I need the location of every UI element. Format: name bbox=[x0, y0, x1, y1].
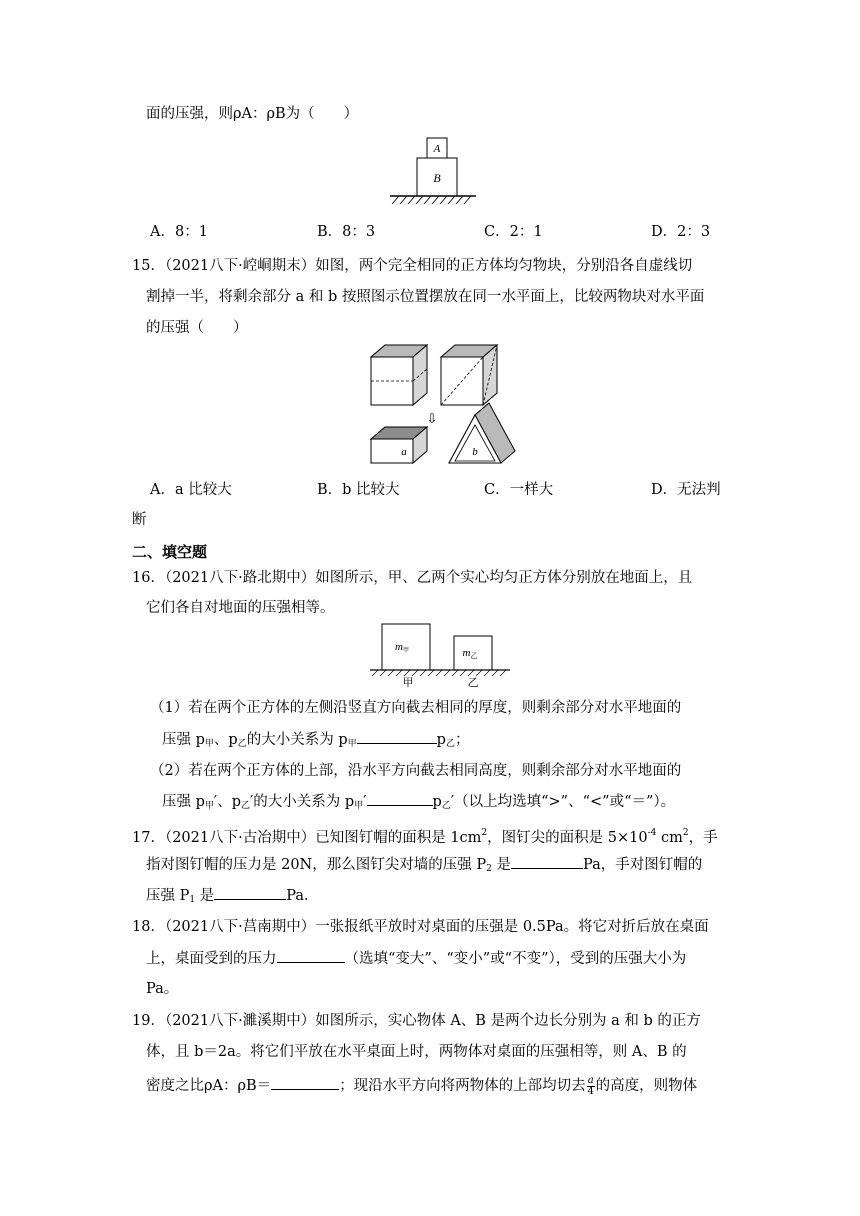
q19-fraction bbox=[587, 1076, 595, 1097]
q18-line1 bbox=[132, 917, 709, 937]
q15-option-a[interactable]: A．a 比较大 bbox=[150, 482, 232, 498]
q16-label-ground-yi: 乙 bbox=[467, 676, 479, 689]
q14-option-a[interactable]: A．8：1 bbox=[150, 224, 208, 240]
q18-line2 bbox=[146, 948, 686, 969]
q15-number: 15． bbox=[132, 258, 165, 274]
q16-source: （2021八下·路北期中） bbox=[164, 570, 316, 586]
q17-sub-p2: 2 bbox=[486, 864, 492, 874]
q16-part2-sub2: 乙 bbox=[241, 801, 251, 811]
q17-text-d: ，手 bbox=[688, 830, 718, 846]
q16-part2-line1: （2）若在两个正方体的上部，沿水平方向截去相同高度，则剩余部分对水平地面的 bbox=[150, 763, 682, 779]
q19-text-line3-a: 密度之比ρA：ρB＝ bbox=[146, 1078, 272, 1094]
q17-source: （2021八下·古冶期中） bbox=[164, 830, 316, 846]
q18-text1: 一张报纸平放时对桌面的压强是 0.5Pa。将它对折后放在桌面 bbox=[315, 919, 709, 935]
q18-number: 18． bbox=[132, 919, 165, 935]
q14-label-b: B bbox=[433, 171, 441, 185]
q15-figure bbox=[367, 345, 527, 469]
q18-source: （2021八下·莒南期中） bbox=[164, 919, 316, 935]
q14-text: 面的压强，则ρA：ρB为（ ） bbox=[146, 106, 359, 122]
q17-sub-p1: 1 bbox=[189, 895, 196, 905]
q14-figure bbox=[390, 138, 476, 210]
q15-source: （2021八下·崆峒期末） bbox=[164, 258, 316, 274]
q17-line3 bbox=[146, 885, 318, 910]
q17-text-line2-b: 是 bbox=[491, 857, 511, 873]
q19-line3 bbox=[146, 1075, 697, 1097]
q16-part1-answer-blank[interactable] bbox=[357, 729, 437, 744]
q19-fraction-numerator: a bbox=[587, 1074, 594, 1086]
q16-part2-text-c: ′的大小关系为 p bbox=[250, 794, 355, 810]
q16-label-m-yi-sub: 乙 bbox=[470, 652, 478, 660]
q16-figure bbox=[370, 622, 510, 689]
q17-text-line3-b: 是 bbox=[195, 888, 215, 904]
q16-part1-sub2: 乙 bbox=[237, 739, 247, 749]
q15-line2: 割掉一半，将剩余部分 a 和 b 按照图示位置摆放在同一水平面上，比较两物块对水平面 bbox=[146, 289, 705, 305]
q16-part2-text-b: ′、p bbox=[213, 794, 241, 810]
q16-part2-answer-blank[interactable] bbox=[367, 791, 433, 806]
q16-part1-line1: （1）若在两个正方体的左侧沿竖直方向截去相同的厚度，则剩余部分对水平地面的 bbox=[150, 700, 682, 716]
section-title-fill-in: 二、填空题 bbox=[132, 543, 208, 561]
q19-source: （2021八下·濉溪期中） bbox=[164, 1013, 316, 1029]
q18-answer-blank-1[interactable] bbox=[277, 948, 345, 963]
q16-line2: 它们各自对地面的压强相等。 bbox=[146, 600, 335, 616]
q19-text-line3-c: 的高度，则物体 bbox=[595, 1078, 698, 1094]
q17-text-line3-c: Pa． bbox=[286, 888, 319, 904]
q17-text-c: cm bbox=[656, 830, 683, 846]
q15-line3: 的压强（ ） bbox=[146, 320, 248, 336]
q15-option-c[interactable]: C．一样大 bbox=[484, 482, 554, 498]
q14-label-a: A bbox=[433, 143, 441, 155]
q17-text-line2-c: Pa，手对图钉帽的 bbox=[582, 857, 703, 873]
q16-label-m-jia-sub: 甲 bbox=[402, 648, 409, 654]
q17-line2 bbox=[146, 854, 702, 879]
q17-number: 17． bbox=[132, 830, 165, 846]
q16-part2-line2 bbox=[162, 791, 675, 816]
q16-part2-sub3: 甲 bbox=[354, 801, 364, 811]
q16-part2-sub1: 甲 bbox=[204, 801, 214, 811]
q16-number: 16． bbox=[132, 570, 165, 586]
q17-answer-blank-1[interactable] bbox=[511, 854, 583, 869]
q17-answer-blank-2[interactable] bbox=[214, 885, 286, 900]
q16-part1-text-a: 压强 p bbox=[162, 732, 205, 748]
q15-line1 bbox=[132, 256, 692, 276]
q17-sup3: 2 bbox=[682, 828, 689, 838]
q18-text-line2-a: 上，桌面受到的压力 bbox=[146, 951, 277, 967]
q17-sup2: -4 bbox=[647, 828, 657, 838]
q15-label-a: a bbox=[401, 446, 407, 458]
q17-text-a: 已知图钉帽的面积是 1cm bbox=[315, 830, 482, 846]
q17-text-line2-a: 指对图钉帽的压力是 20N，那么图钉尖对墙的压强 P bbox=[146, 857, 487, 873]
q15-option-b[interactable]: B．b 比较大 bbox=[317, 482, 400, 498]
q16-label-ground-jia: 甲 bbox=[402, 676, 414, 689]
q16-part1-line2 bbox=[162, 729, 469, 754]
q16-part2-text-f: ′（以上均选填“>”、“<”或“＝”）。 bbox=[450, 794, 676, 810]
q16-part2-text-a: 压强 p bbox=[162, 794, 205, 810]
q18-text-line2-b: （选填“变大”、“变小”或“不变”），受到的压强大小为 bbox=[344, 951, 687, 967]
q15-option-d[interactable]: D．无法判 bbox=[651, 482, 721, 498]
q17-sup1: 2 bbox=[481, 828, 488, 838]
q16-label-m-yi: m bbox=[462, 647, 471, 659]
q19-number: 19． bbox=[132, 1013, 165, 1029]
q19-line2: 体，且 b＝2a。将它们平放在水平桌面上时，两物体对桌面的压强相等，则 A、B 的 bbox=[146, 1044, 687, 1060]
q16-part2-text-d: ′ bbox=[363, 794, 367, 810]
q14-option-c[interactable]: C．2：1 bbox=[484, 224, 543, 240]
q16-part1-text-d: p bbox=[436, 732, 446, 748]
q19-text-line3-b: ；现沿水平方向将两物体的上部均切去 bbox=[339, 1078, 586, 1094]
q15-option-d-wrap: 断 bbox=[132, 512, 147, 528]
q16-line1 bbox=[132, 568, 692, 588]
q19-text1: 如图所示，实心物体 A、B 是两个边长分别为 a 和 b 的正方 bbox=[315, 1013, 701, 1029]
q15-text1: 如图，两个完全相同的正方体均匀物块，分别沿各自虚线切 bbox=[315, 258, 693, 274]
q19-fraction-denominator: 4 bbox=[587, 1085, 594, 1097]
q16-part2-sub4: 乙 bbox=[441, 801, 451, 811]
q16-label-m-jia: m bbox=[395, 641, 403, 653]
q17-text-b: ，图钉尖的面积是 5×10 bbox=[487, 830, 648, 846]
q14-option-d[interactable]: D．2：3 bbox=[651, 224, 711, 240]
q16-part1-text-e: ； bbox=[454, 732, 470, 748]
q16-text1: 如图所示，甲、乙两个实心均匀正方体分别放在地面上，且 bbox=[315, 570, 693, 586]
q16-part1-text-b: 、p bbox=[213, 732, 238, 748]
q16-part1-sub3: 甲 bbox=[347, 739, 357, 749]
q16-part1-sub4: 乙 bbox=[445, 739, 455, 749]
q14-option-b[interactable]: B．8：3 bbox=[317, 224, 376, 240]
q15-arrow-icon: ⇩ bbox=[426, 412, 438, 427]
q17-line1 bbox=[132, 823, 718, 848]
q19-answer-blank-1[interactable] bbox=[271, 1075, 339, 1090]
q19-line1 bbox=[132, 1011, 701, 1031]
q16-part2-text-e: p bbox=[432, 794, 442, 810]
q15-label-b: b bbox=[472, 446, 478, 458]
q17-text-line3-a: 压强 P bbox=[146, 888, 190, 904]
q16-part1-sub1: 甲 bbox=[204, 739, 214, 749]
q18-line3: Pa。 bbox=[146, 981, 179, 997]
q16-part1-text-c: 的大小关系为 p bbox=[246, 732, 348, 748]
